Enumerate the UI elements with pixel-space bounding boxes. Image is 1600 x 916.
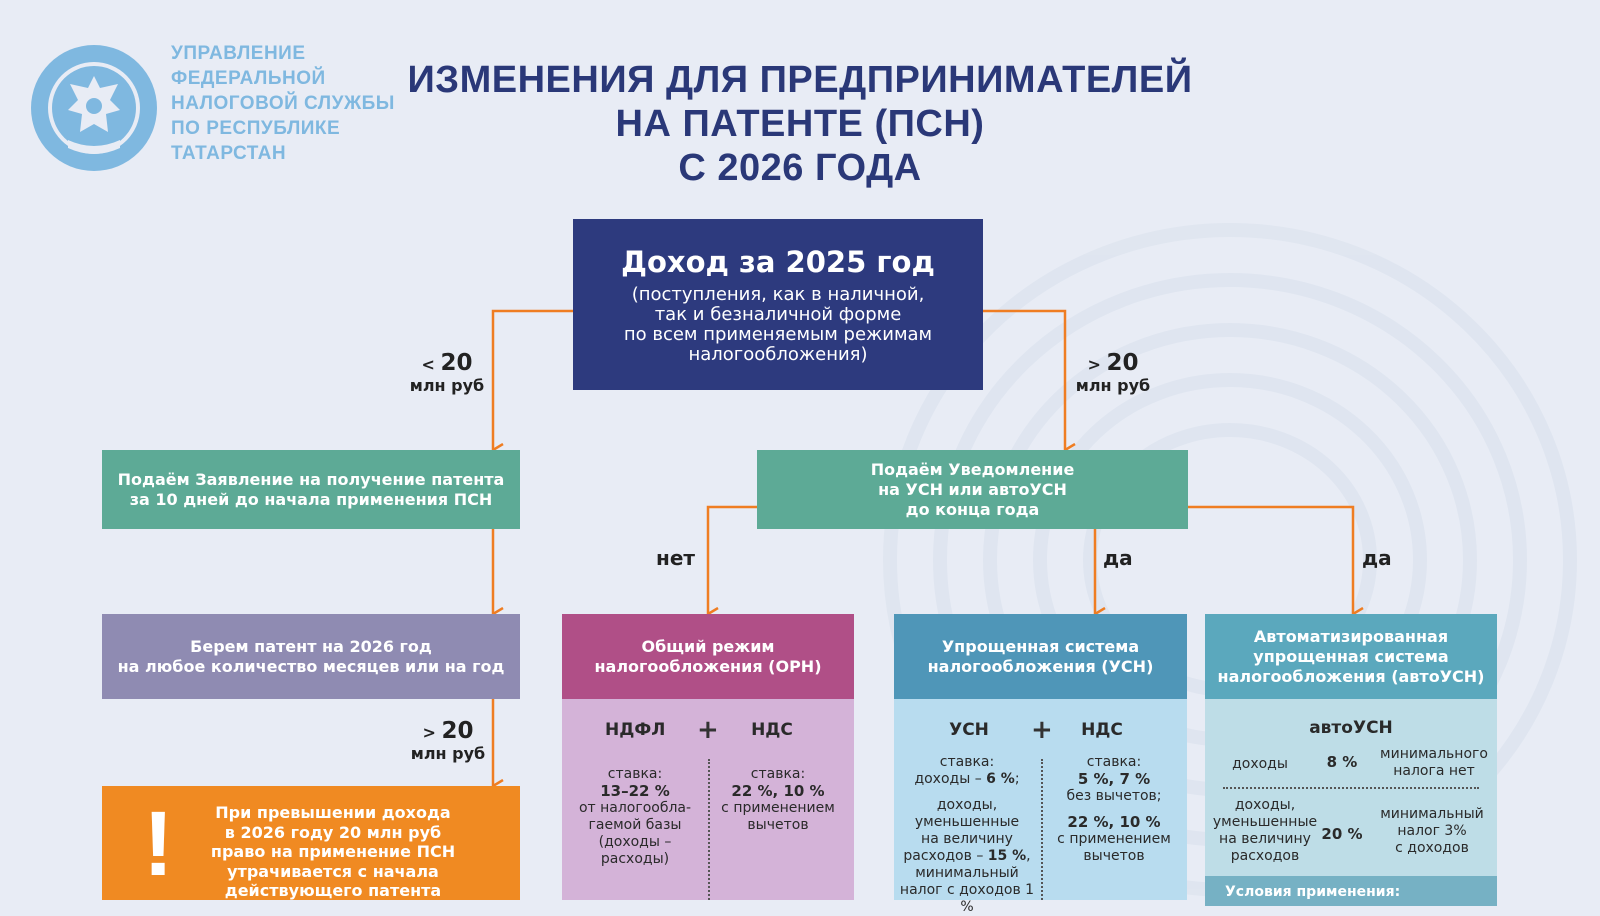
auto-row2-rate: 20 % [1321, 825, 1363, 843]
label-line: уменьшенные [1212, 814, 1318, 830]
expenses-rate-line [896, 848, 1038, 865]
usn-tax2: НДС [1081, 720, 1123, 740]
income-label: доходы – [914, 771, 982, 787]
income-rate: 6 % [986, 771, 1015, 787]
orn-header [562, 614, 854, 699]
branch-unit: млн руб [1075, 376, 1151, 395]
plus-icon: + [1031, 715, 1053, 745]
detail-line: гаемой базы [588, 817, 682, 833]
rate-value: 22 %, 10 % [1067, 813, 1161, 831]
plus-icon: + [697, 715, 719, 745]
auto-row1-label: доходы [1232, 756, 1288, 772]
branch-sign: < [421, 355, 435, 374]
header-line: Автоматизированная [1253, 626, 1449, 646]
title-line: С 2026 ГОДА [678, 147, 922, 189]
answer-yes: да [1103, 546, 1133, 570]
branch-left-label [402, 350, 492, 395]
detail-line: доходы, [936, 797, 998, 813]
conditions-band [1205, 876, 1497, 906]
orn-tax1: НДФЛ [605, 720, 666, 740]
header-line: Общий режим [641, 636, 775, 656]
expenses-label: расходов – [903, 848, 984, 864]
patent-application-box [102, 450, 520, 529]
org-line: НАЛОГОВОЙ СЛУЖБЫ [171, 93, 395, 114]
org-line: УПРАВЛЕНИЕ [171, 43, 306, 64]
income-box [573, 219, 983, 390]
income-line: так и безналичной форме [654, 303, 902, 325]
auto-usn-title: автоУСН [1309, 718, 1393, 738]
orn-tax2-detail [710, 766, 846, 834]
box-line: за 10 дней до начала применения ПСН [129, 489, 493, 509]
branch-exceed-label [403, 718, 493, 763]
expenses-suffix: , [1026, 848, 1031, 864]
detail-line: от налогообла- [578, 800, 692, 816]
patent-take-box [102, 614, 520, 699]
box-line: Берем патент на 2026 год [190, 636, 432, 656]
detail-line: вычетов [1083, 848, 1145, 864]
box-line: на любое количество месяцев или на год [117, 656, 505, 676]
header-line: налогообложения (ОРН) [594, 656, 822, 676]
detail-line: (доходы – [598, 834, 672, 850]
branch-sign: > [422, 723, 436, 742]
auto-row1-note [1375, 746, 1493, 780]
income-line: по всем применяемым режимам [623, 323, 933, 345]
income-line: (поступления, как в наличной, [631, 283, 925, 305]
answer-no: нет [656, 546, 695, 570]
box-line: Подаём Заявление на получение патента [117, 469, 505, 489]
branch-value: 20 [441, 718, 474, 744]
rate-value: 22 %, 10 % [731, 782, 825, 800]
detail-line: налог с доходов 1 % [899, 882, 1035, 915]
connector-yes2 [1163, 507, 1353, 614]
note-line: минимальный [1380, 806, 1484, 822]
note-line: налог 3% [1397, 823, 1467, 839]
detail-line: расходы) [600, 851, 670, 867]
exclamation-icon: ! [143, 793, 174, 895]
detail-line: вычетов [747, 817, 809, 833]
usn-tax2-detail [1044, 754, 1184, 865]
rate-label: ставка: [607, 766, 663, 782]
warning-text [178, 803, 488, 901]
income-line: налогообложения) [688, 343, 868, 365]
orn-column [562, 614, 854, 900]
rate-label: ставка: [939, 754, 995, 770]
detail-line: минимальный [915, 865, 1019, 881]
rate-label: ставка: [750, 766, 806, 782]
answer-yes: да [1362, 546, 1392, 570]
branch-value: 20 [440, 350, 473, 376]
usn-header [894, 614, 1187, 699]
branch-unit: млн руб [410, 744, 486, 763]
rate-value: 5 %, 7 % [1077, 770, 1151, 788]
note-line: минимального [1380, 746, 1488, 762]
auto-usn-header [1205, 614, 1497, 699]
header-line: Упрощенная система [941, 636, 1140, 656]
box-line: Подаём Уведомление [870, 459, 1075, 479]
orn-tax2: НДС [751, 720, 793, 740]
income-heading: Доход за 2025 год [621, 244, 935, 279]
warning-line: утрачивается с начала [227, 861, 439, 881]
detail-line: на величину [921, 831, 1013, 847]
title-line: ИЗМЕНЕНИЯ ДЛЯ ПРЕДПРИНИМАТЕЛЕЙ [407, 59, 1193, 101]
conditions-label: Условия применения: [1225, 884, 1401, 900]
title-line: НА ПАТЕНТЕ (ПСН) [615, 103, 985, 145]
label-line: доходы, [1234, 797, 1296, 813]
rate-value: 13–22 % [600, 782, 670, 800]
divider [1041, 759, 1043, 900]
auto-row2-label [1207, 797, 1323, 865]
orn-tax1-detail [570, 766, 700, 868]
expenses-rate: 15 % [987, 848, 1027, 864]
income-suffix: ; [1014, 771, 1020, 787]
divider [1223, 787, 1479, 789]
header-line: упрощенная система [1253, 646, 1449, 666]
usn-tax1-detail [896, 754, 1038, 916]
usn-column [894, 614, 1187, 915]
auto-row1-rate: 8 % [1326, 753, 1358, 771]
note-line: налога нет [1393, 763, 1475, 779]
detail-line: без вычетов; [1066, 788, 1162, 804]
org-line: ТАТАРСТАН [171, 143, 287, 164]
branch-value: 20 [1106, 350, 1139, 376]
auto-row2-note [1371, 806, 1493, 857]
branch-unit: млн руб [409, 376, 485, 395]
branch-right-label [1068, 350, 1158, 395]
detail-line: уменьшенные [914, 814, 1020, 830]
box-line: на УСН или автоУСН [878, 479, 1067, 499]
note-line: с доходов [1395, 840, 1469, 856]
box-line: до конца года [905, 499, 1040, 519]
auto-usn-column [1205, 614, 1497, 900]
warning-line: право на применение ПСН [210, 842, 456, 861]
org-line: ПО РЕСПУБЛИКЕ [171, 118, 341, 139]
branch-sign: > [1087, 355, 1101, 374]
label-line: на величину [1219, 831, 1311, 847]
header-line: налогообложения (автоУСН) [1217, 666, 1485, 686]
warning-line: действующего патента [224, 881, 442, 900]
income-rate-line [896, 771, 1038, 788]
label-line: расходов [1230, 848, 1300, 864]
notification-box [757, 450, 1188, 529]
detail-line: с применением [721, 800, 835, 816]
warning-line: При превышении дохода [215, 803, 451, 822]
detail-line: с применением [1057, 831, 1171, 847]
warning-line: в 2026 году 20 млн руб [224, 822, 442, 842]
rate-label: ставка: [1086, 754, 1142, 770]
org-line: ФЕДЕРАЛЬНОЙ [171, 68, 326, 89]
usn-tax1: УСН [949, 720, 989, 740]
header-line: налогообложения (УСН) [927, 656, 1154, 676]
